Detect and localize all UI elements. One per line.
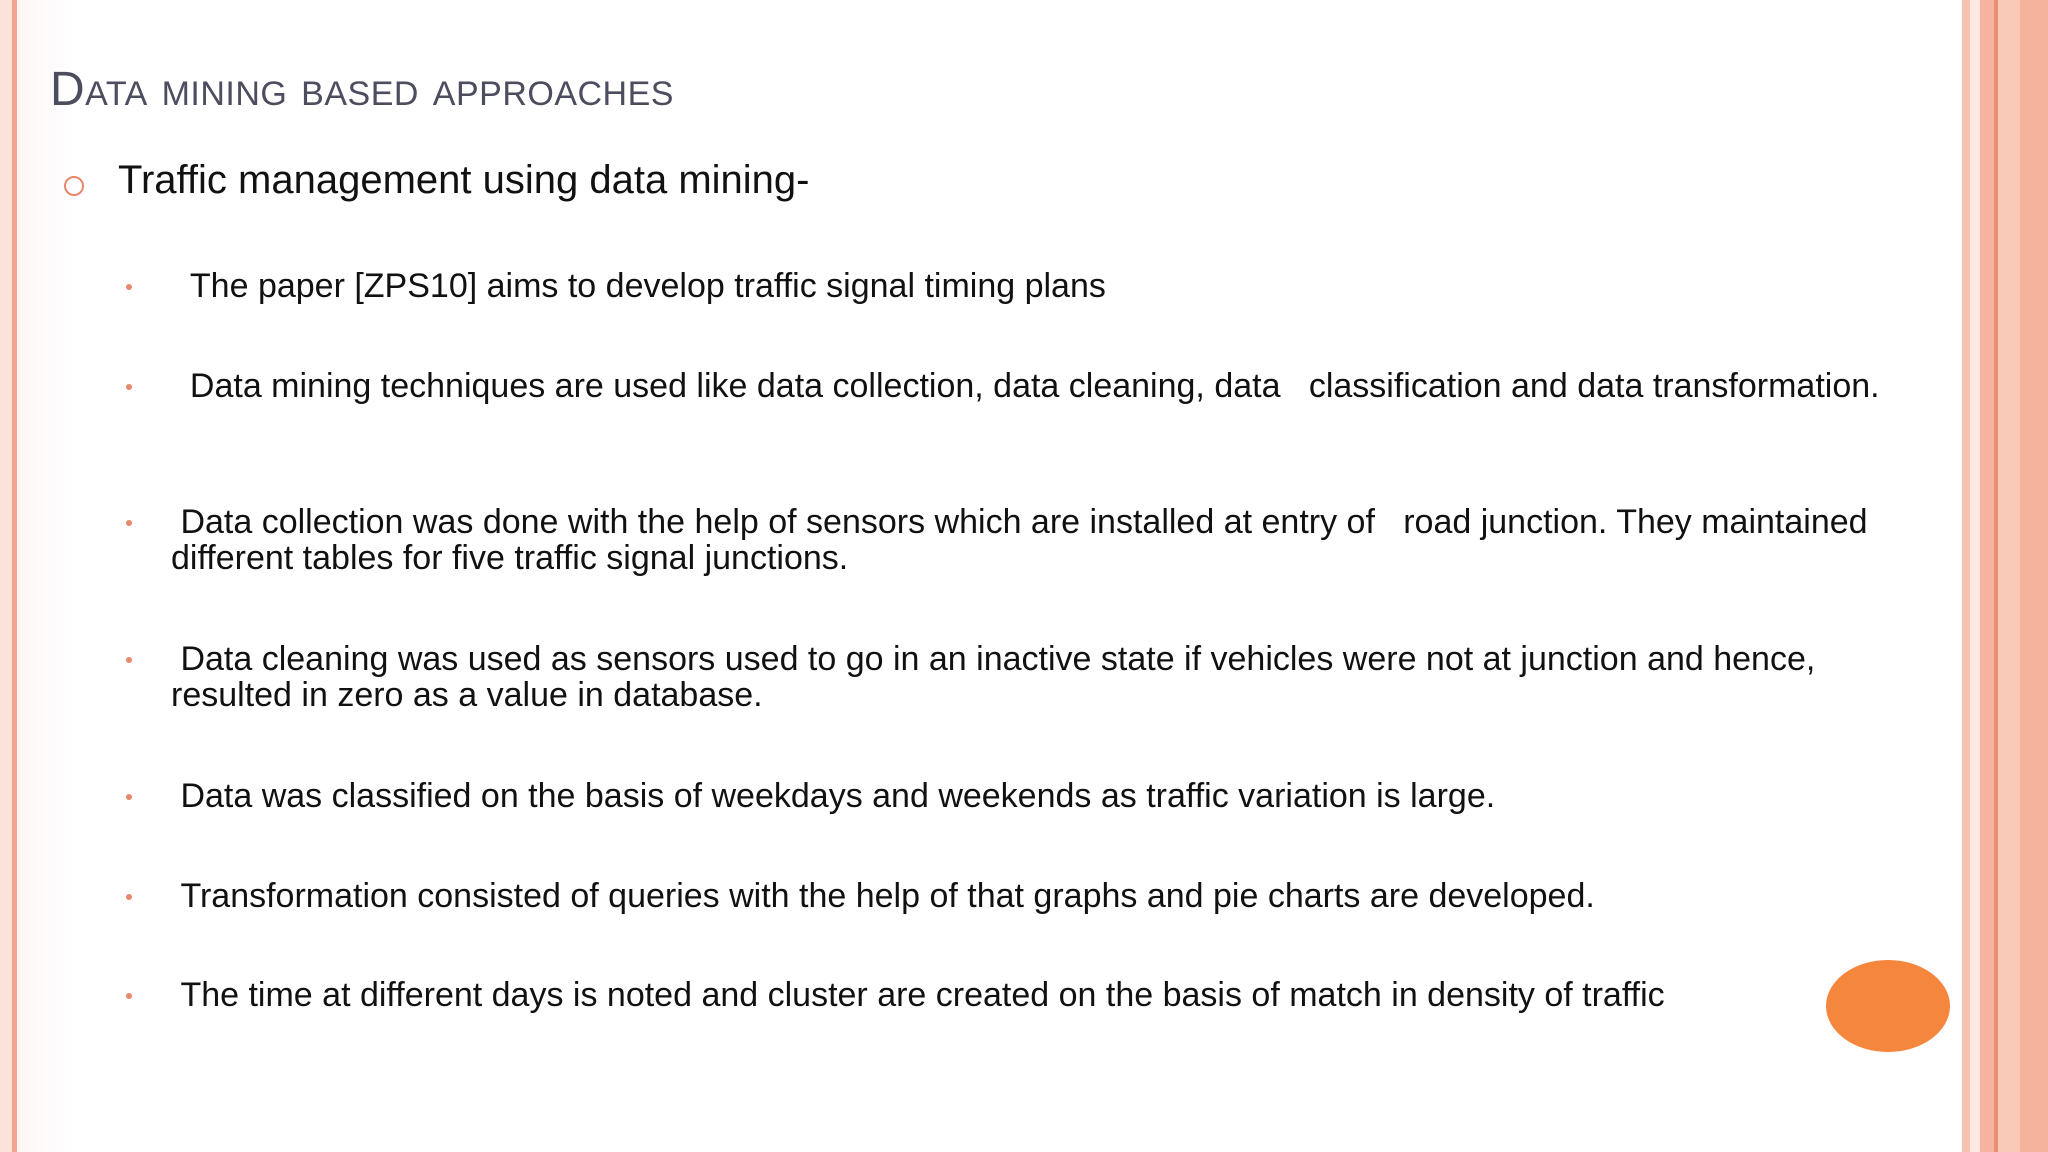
right-stripe xyxy=(1970,0,1980,1152)
list-item-text: Data cleaning was used as sensors used to go in an inactive state if vehicles were not at junction and hence, resulted in zero as a value in database. xyxy=(171,640,1825,714)
list-item-text: Data collection was done with the help of sensors which are installed at entry of road junction. They maintained different tables for five traffic signal junctions. xyxy=(171,503,1878,577)
dot-bullet-icon xyxy=(126,993,132,999)
right-stripe xyxy=(1998,0,2020,1152)
list-item-text: The paper [ZPS10] aims to develop traffic signal timing plans xyxy=(171,267,1106,305)
list-item-text: Data was classified on the basis of weekdays and weekends as traffic variation is large. xyxy=(171,777,1496,815)
list-item-text: The time at different days is noted and cluster are created on the basis of match in density of traffic xyxy=(171,976,1665,1014)
main-bullet-text: Traffic management using data mining- xyxy=(118,158,810,202)
left-border xyxy=(0,0,12,1152)
right-stripe xyxy=(1962,0,1970,1152)
slide-title: Data mining based approaches xyxy=(50,63,674,116)
right-stripe xyxy=(1980,0,1994,1152)
main-bullet xyxy=(64,158,809,203)
list-item-text: Transformation consisted of queries with the help of that graphs and pie charts are developed. xyxy=(171,877,1595,915)
dot-bullet-icon xyxy=(126,657,132,663)
decorative-orange-circle xyxy=(1826,960,1950,1052)
right-stripe xyxy=(2020,0,2048,1152)
list-item-text: Data mining techniques are used like data collection, data cleaning, data classification and data transformation. xyxy=(171,367,1880,405)
dot-bullet-icon xyxy=(126,520,132,526)
dot-bullet-icon xyxy=(126,894,132,900)
dot-bullet-icon xyxy=(126,284,132,290)
dot-bullet-icon xyxy=(126,794,132,800)
dot-bullet-icon xyxy=(126,384,132,390)
circle-bullet-icon xyxy=(64,176,84,196)
